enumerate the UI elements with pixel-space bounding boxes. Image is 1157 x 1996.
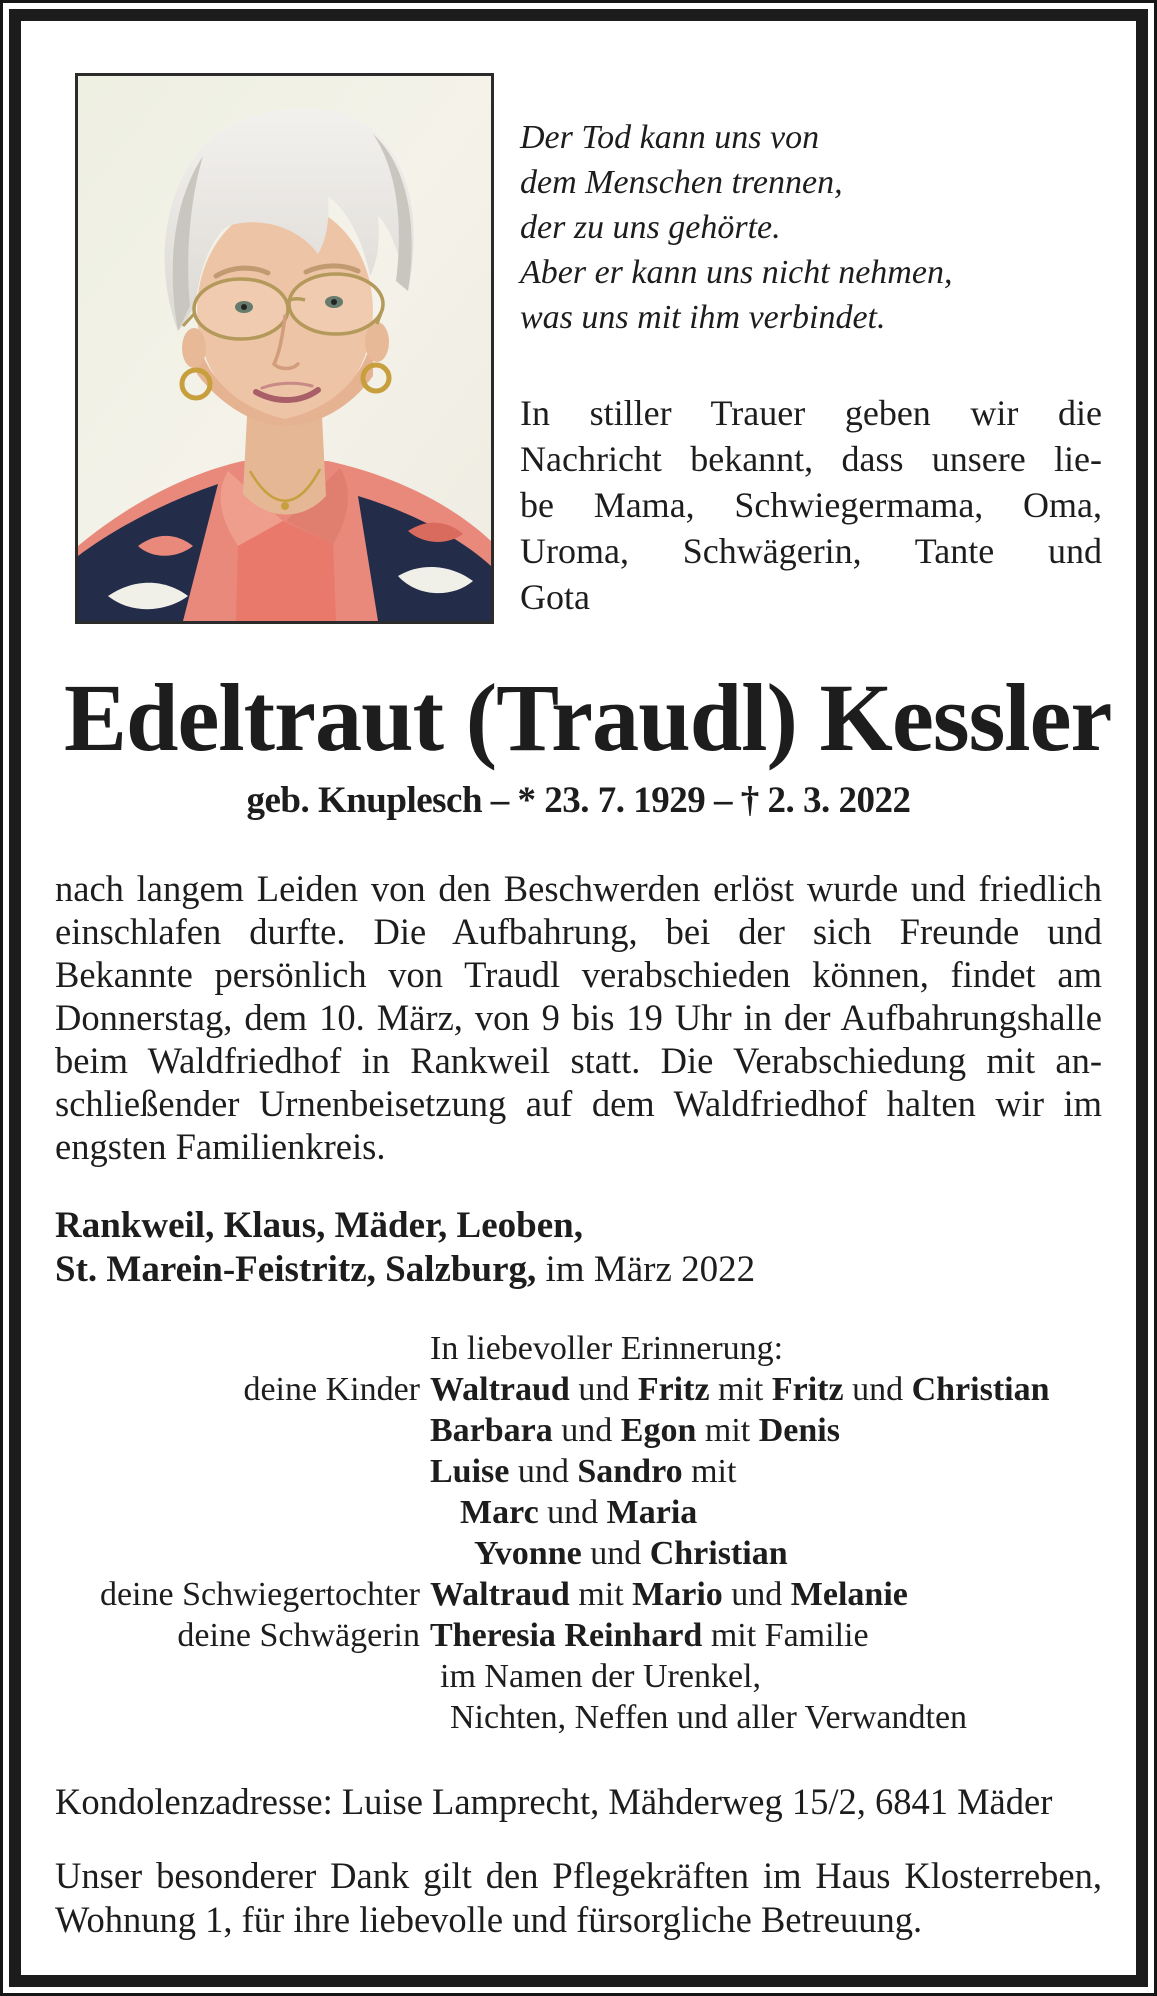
title-row	[55, 664, 1112, 771]
family-name: Waltraud	[430, 1575, 570, 1613]
family-label	[55, 1451, 430, 1492]
intro-line: Nachricht bekannt, dass unsere lie-	[520, 439, 1102, 479]
text-segment: und	[843, 1370, 912, 1408]
family-row	[55, 1410, 1102, 1451]
family-label: deine Kinder	[243, 1370, 420, 1408]
family-name: Maria	[606, 1493, 698, 1531]
text-segment: mit Familie	[702, 1616, 869, 1654]
announcement-line: beim Waldfriedhof in Rankweil statt. Die Verabschiedung mit an-	[55, 1039, 1102, 1081]
family-row	[55, 1492, 1102, 1533]
intro-line: In stiller Trauer geben wir die	[520, 393, 1102, 433]
family-row	[55, 1656, 1102, 1697]
family-names	[430, 1369, 1102, 1410]
family-name: St. Marein-Feistritz, Salzburg,	[55, 1248, 537, 1290]
text-segment: und	[538, 1493, 607, 1531]
text-segment: und	[552, 1411, 621, 1449]
family-row	[55, 1574, 1102, 1615]
right-column	[520, 73, 1102, 620]
text-segment: und	[581, 1534, 650, 1572]
portrait-photo	[75, 73, 494, 624]
text-segment: im Namen der Urenkel,	[440, 1657, 761, 1695]
family-names	[430, 1697, 1102, 1738]
family-names	[430, 1615, 1102, 1656]
poem-line: der zu uns gehörte.	[520, 209, 781, 246]
family-name: Sandro	[577, 1452, 683, 1490]
family-label	[55, 1492, 430, 1533]
family-name: Yvonne	[474, 1534, 582, 1572]
remembrance-section	[55, 1328, 1102, 1738]
family-row	[55, 1697, 1102, 1738]
family-name: Christian	[649, 1534, 788, 1572]
locations-line	[55, 1248, 1102, 1292]
family-label: deine Schwägerin	[177, 1616, 420, 1654]
condolence-line: Kondolenzadresse: Luise Lamprecht, Mähderweg 15/2, 6841 Mäder	[55, 1780, 1053, 1822]
thanks-line: Wohnung 1, für ihre liebevolle und fürsorgliche Betreuung.	[55, 1898, 923, 1940]
text-segment: mit	[709, 1370, 772, 1408]
announcement-line: engsten Familienkreis.	[55, 1125, 386, 1167]
text-segment: Nichten, Neffen und aller Verwandten	[450, 1698, 968, 1736]
announcement-line: Bekannte persönlich von Traudl verabschieden können, findet am	[55, 953, 1102, 995]
family-names	[430, 1533, 1102, 1574]
family-label	[55, 1410, 430, 1451]
family-row	[55, 1615, 1102, 1656]
poem-line: dem Menschen trennen,	[520, 164, 843, 201]
text-segment: und	[722, 1575, 791, 1613]
family-name: Rankweil, Klaus, Mäder, Leoben,	[55, 1204, 583, 1246]
family-list	[55, 1369, 1102, 1738]
locations-line	[55, 1204, 1102, 1248]
intro-line: be Mama, Schwiegermama, Oma,	[520, 485, 1102, 525]
remembrance-heading-row	[55, 1328, 1102, 1369]
family-row	[55, 1451, 1102, 1492]
family-row	[55, 1369, 1102, 1410]
birth-death-line: geb. Knuplesch – * 23. 7. 1929 – † 2. 3. 2022	[246, 780, 911, 821]
thanks-paragraph	[55, 1854, 1102, 1942]
intro-line: Uroma, Schwägerin, Tante und	[520, 531, 1102, 571]
family-names	[430, 1492, 1102, 1533]
family-name: Egon	[620, 1411, 697, 1449]
poem-line: Der Tod kann uns von	[520, 119, 820, 156]
announcement-line: Donnerstag, dem 10. März, von 9 bis 19 Uhr in der Aufbahrungshalle	[55, 996, 1102, 1038]
family-label	[55, 1656, 430, 1697]
announcement-line: schließender Urnenbeisetzung auf dem Waldfriedhof halten wir im	[55, 1082, 1102, 1124]
thanks-line: Unser besonderer Dank gilt den Pflegekräften im Haus Klosterreben,	[55, 1854, 1102, 1896]
family-name: Luise	[430, 1452, 510, 1490]
family-label	[55, 1697, 430, 1738]
family-name: Fritz	[637, 1370, 710, 1408]
family-names	[430, 1451, 1102, 1492]
family-name: Waltraud	[430, 1370, 570, 1408]
family-name: Mario	[632, 1575, 723, 1613]
portrait-photo-illustration	[78, 76, 491, 621]
family-label: deine Schwiegertochter	[99, 1575, 420, 1613]
top-section	[55, 73, 1102, 624]
memorial-poem	[520, 115, 1102, 340]
family-name: Theresia Reinhard	[430, 1616, 703, 1654]
text-segment: und	[509, 1452, 578, 1490]
intro-paragraph	[520, 390, 1102, 620]
family-name: Denis	[758, 1411, 840, 1449]
family-name: Barbara	[430, 1411, 553, 1449]
mourning-locations	[55, 1204, 1102, 1292]
text-segment: im März 2022	[536, 1248, 756, 1290]
intro-line: Gota	[520, 577, 590, 617]
family-label	[55, 1533, 430, 1574]
deceased-name: Edeltraut (Traudl) Kessler	[64, 664, 1112, 771]
poem-line: Aber er kann uns nicht nehmen,	[520, 254, 953, 291]
family-names	[430, 1574, 1102, 1615]
family-label	[55, 1328, 430, 1369]
text-segment: und	[569, 1370, 638, 1408]
announcement-line: einschlafen durfte. Die Aufbahrung, bei der sich Freunde und	[55, 910, 1102, 952]
family-name: Marc	[460, 1493, 539, 1531]
notice-frame	[9, 9, 1148, 1987]
remembrance-heading: In liebevoller Erinnerung:	[430, 1329, 784, 1367]
family-name: Fritz	[771, 1370, 844, 1408]
poem-line: was uns mit ihm verbindet.	[520, 299, 886, 336]
announcement-line: nach langem Leiden von den Beschwerden erlöst wurde und friedlich	[55, 867, 1102, 909]
text-segment: mit	[682, 1452, 737, 1490]
family-name: Christian	[911, 1370, 1050, 1408]
text-segment: mit	[569, 1575, 633, 1613]
announcement-paragraph	[55, 867, 1102, 1168]
family-name: Melanie	[790, 1575, 908, 1613]
family-names	[430, 1410, 1102, 1451]
family-names	[430, 1656, 1102, 1697]
text-segment: mit	[696, 1411, 759, 1449]
family-row	[55, 1533, 1102, 1574]
